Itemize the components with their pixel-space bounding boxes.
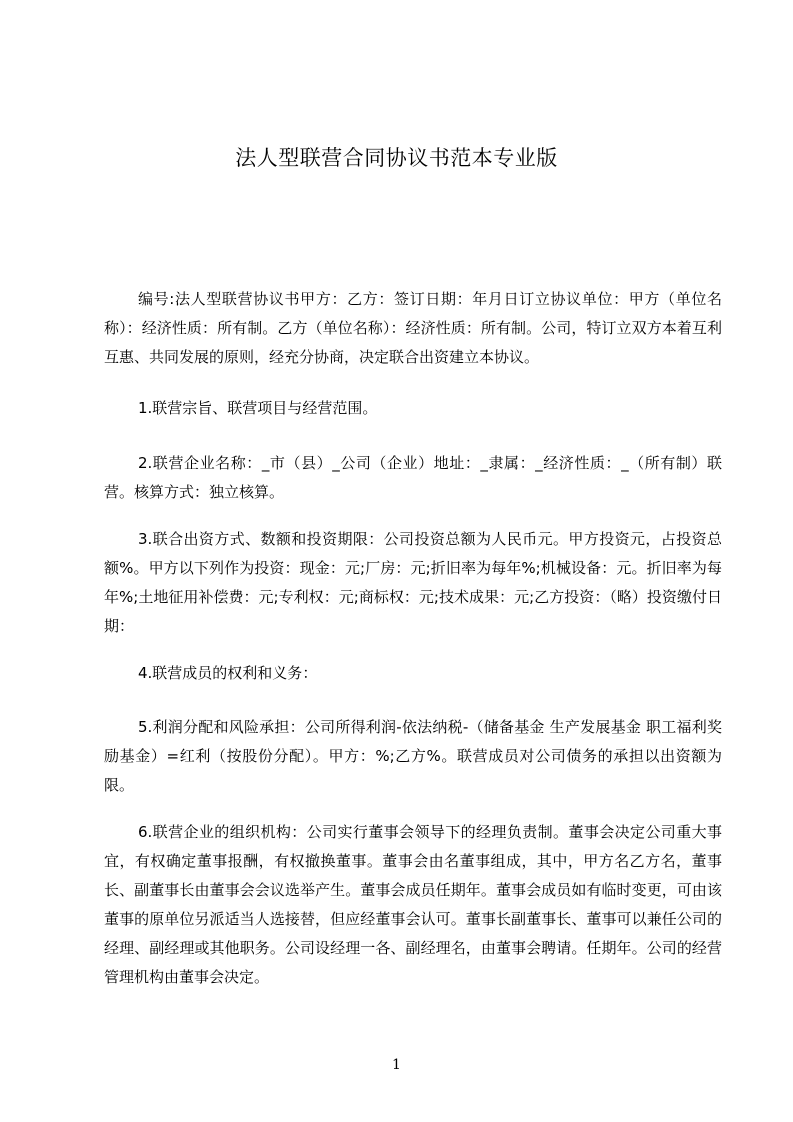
document-title: 法人型联营合同协议书范本专业版 bbox=[235, 146, 558, 170]
paragraph-header-info: 编号:法人型联营协议书甲方：乙方：签订日期：年月日订立协议单位：甲方（单位名称）：经济性质：所有制。乙方（单位名称）：经济性质：所有制。公司，特订立双方本着互利互惠、共同发展的原则，经充分协商，决定联合出资建立本协议。 bbox=[104, 290, 722, 366]
paragraph-section-4: 4.联营成员的权利和义务： bbox=[138, 664, 318, 682]
paragraph-section-2: 2.联营企业名称：_市（县）_公司（企业）地址：_隶属：_经济性质：_（所有制）联营。核算方式：独立核算。 bbox=[104, 454, 722, 501]
paragraph-section-6: 6.联营企业的组织机构：公司实行董事会领导下的经理负责制。董事会决定公司重大事宜，有权确定董事报酬，有权撤换董事。董事会由名董事组成，其中，甲方名乙方名，董事长、副董事长由董事会会议选举产生。董事会成员任期年。董事会成员如有临时变更，可由该董事的原单位另派适当人选接替，但应经董事会认可。董事长副董事长、董事可以兼任公司的经理、副经理或其他职务。公司设经理一各、副经理名，由董事会聘请。任期年。公司的经营管理机构由董事会决定。 bbox=[104, 823, 722, 986]
paragraph-section-5: 5.利润分配和风险承担：公司所得利润-依法纳税-（储备基金 生产发展基金 职工福利奖励基金）=红利（按股份分配）。甲方：%;乙方%。联营成员对公司债务的承担以出资额为限。 bbox=[104, 718, 722, 794]
page-number: 1 bbox=[392, 1057, 401, 1073]
paragraph-section-1: 1.联营宗旨、联营项目与经营范围。 bbox=[138, 399, 378, 417]
paragraph-section-3: 3.联合出资方式、数额和投资期限：公司投资总额为人民币元。甲方投资元，占投资总额%。甲方以下列作为投资：现金：元;厂房：元;折旧率为每年%;机械设备：元。折旧率为每年%;土地征用补偿费：元;专利权：元;商标权：元;技术成果：元;乙方投资：（略）投资缴付日期： bbox=[104, 530, 722, 635]
